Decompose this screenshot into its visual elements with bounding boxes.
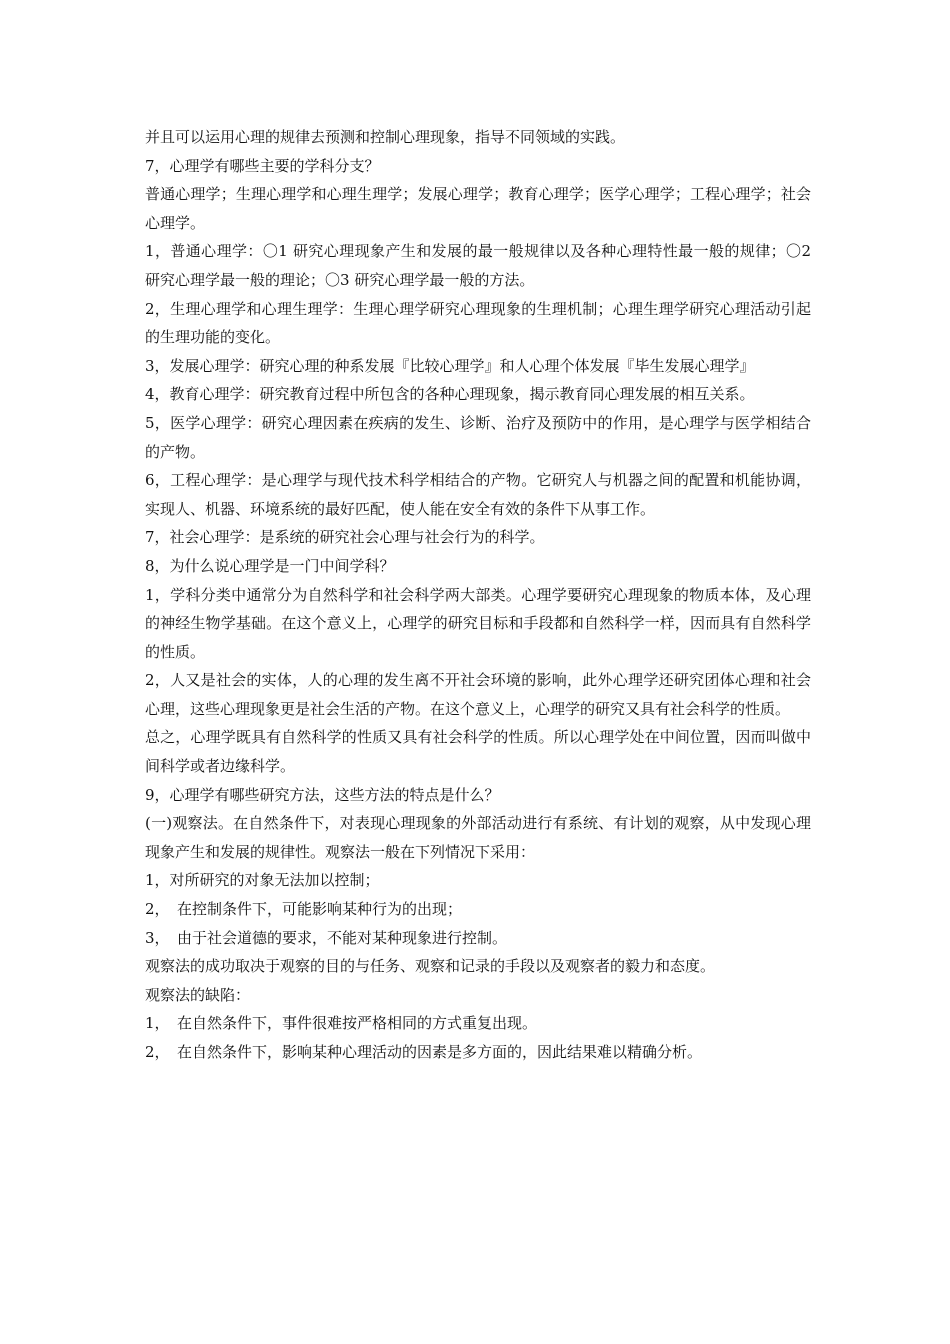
paragraph: 3，发展心理学：研究心理的种系发展『比较心理学』和人心理个体发展『毕生发展心理学』: [145, 356, 755, 375]
paragraph: (一)观察法。在自然条件下，对表现心理现象的外部活动进行有系统、有计划的观察，从中发现心理现象产生和发展的规律性。观察法一般在下列情况下采用：: [145, 814, 811, 861]
list-item: 1， 在自然条件下，事件很难按严格相同的方式重复出现。: [145, 1014, 538, 1033]
paragraph: 4，教育心理学：研究教育过程中所包含的各种心理现象，揭示教育同心理发展的相互关系。: [145, 385, 755, 404]
paragraph: 总之，心理学既具有自然科学的性质又具有社会科学的性质。所以心理学处在中间位置，因而叫做中间科学或者边缘科学。: [145, 728, 811, 776]
paragraph: 普通心理学；生理心理学和心理生理学；发展心理学；教育心理学；医学心理学；工程心理学；社会心理学。: [145, 185, 811, 232]
question-heading: 7，心理学有哪些主要的学科分支？: [145, 156, 380, 175]
paragraph: 1，普通心理学：〇1 研究心理现象产生和发展的最一般规律以及各种心理特性最一般的规律；〇2 研究心理学最一般的理论；〇3 研究心理学最一般的方法。: [145, 242, 811, 289]
paragraph: 并且可以运用心理的规律去预测和控制心理现象，指导不同领域的实践。: [145, 128, 626, 146]
paragraph: 6，工程心理学：是心理学与现代技术科学相结合的产物。它研究人与机器之间的配置和机能协调，实现人、机器、环境系统的最好匹配，使人能在安全有效的条件下从事工作。: [145, 471, 811, 518]
list-item: 1，对所研究的对象无法加以控制；: [145, 871, 380, 890]
paragraph: 观察法的成功取决于观察的目的与任务、观察和记录的手段以及观察者的毅力和态度。: [145, 957, 716, 976]
question-heading: 8，为什么说心理学是一门中间学科？: [145, 556, 395, 575]
paragraph: 2，生理心理学和心理生理学：生理心理学研究心理现象的生理机制；心理生理学研究心理活动引起的生理功能的变化。: [145, 299, 811, 347]
list-item: 3， 由于社会道德的要求，不能对某种现象进行控制。: [145, 928, 508, 947]
paragraph: 观察法的缺陷：: [145, 985, 251, 1004]
list-item: 2， 在自然条件下，影响某种心理活动的因素是多方面的，因此结果难以精确分析。: [145, 1043, 703, 1061]
list-item: 2， 在控制条件下，可能影响某种行为的出现；: [145, 900, 463, 919]
paragraph: 7，社会心理学：是系统的研究社会心理与社会行为的科学。: [145, 528, 545, 547]
document-body: [145, 123, 811, 1067]
paragraph: 2，人又是社会的实体，人的心理的发生离不开社会环境的影响，此外心理学还研究团体心理和社会心理，这些心理现象更是社会生活的产物。在这个意义上，心理学的研究又具有社会科学的性质。: [145, 671, 811, 718]
question-heading: 9，心理学有哪些研究方法，这些方法的特点是什么？: [145, 785, 500, 804]
paragraph: 5，医学心理学：研究心理因素在疾病的发生、诊断、治疗及预防中的作用，是心理学与医学相结合的产物。: [145, 413, 811, 461]
paragraph: 1，学科分类中通常分为自然科学和社会科学两大部类。心理学要研究心理现象的物质本体，及心理的神经生物学基础。在这个意义上，心理学的研究目标和手段都和自然科学一样，因而具有自然科学的性质。: [145, 585, 811, 661]
